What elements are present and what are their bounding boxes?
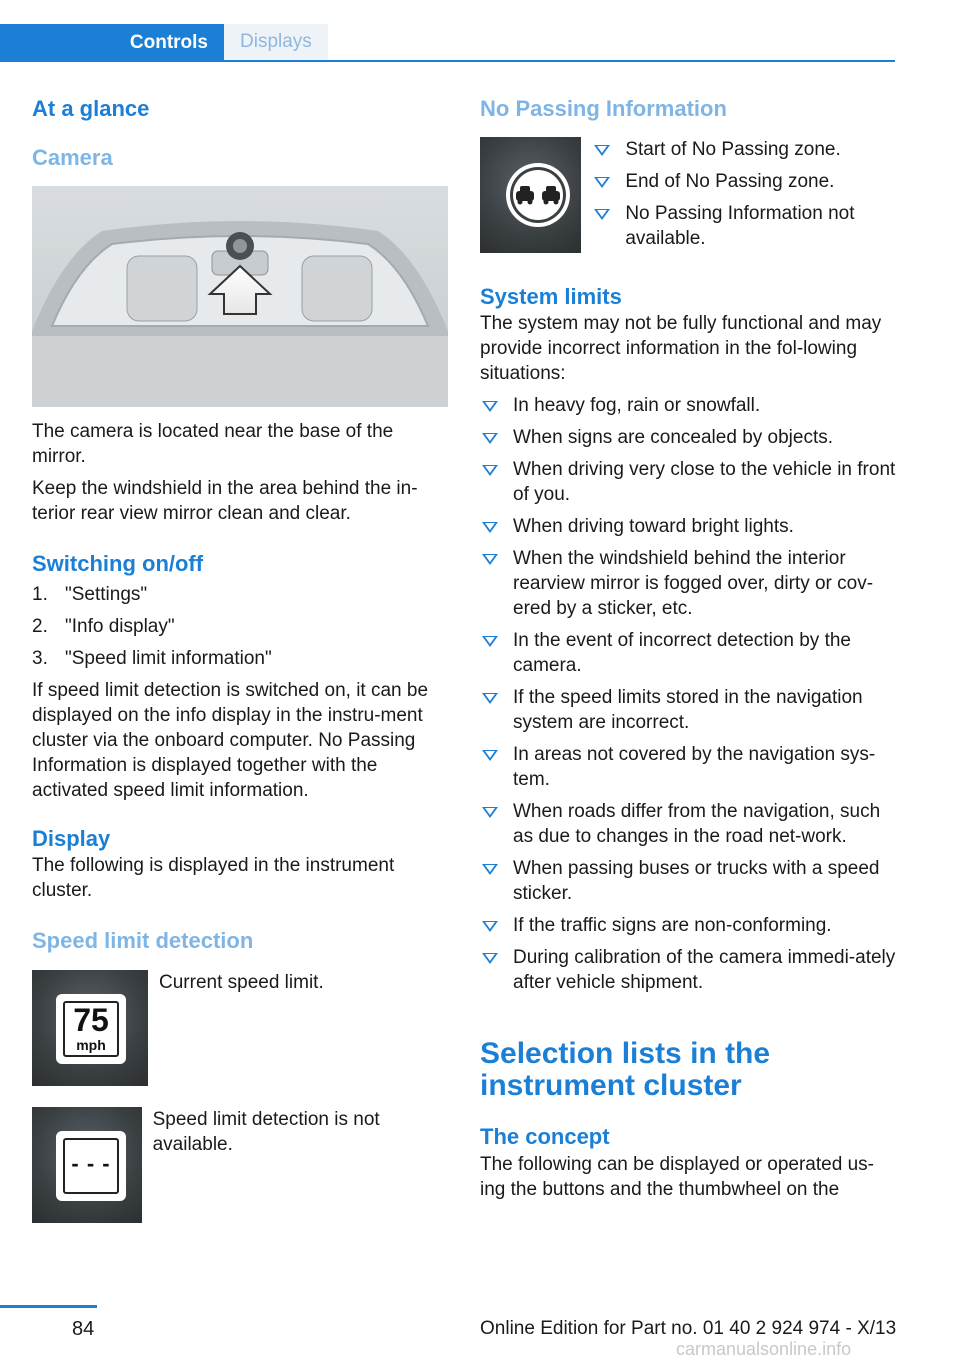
switching-steps-list <box>32 582 448 671</box>
bullet-triangle-icon <box>482 433 498 444</box>
list-item: If the speed limits stored in the navigation system are incorrect. <box>480 685 896 735</box>
list-item: If the traffic signs are non-conforming. <box>480 913 896 938</box>
edition-text: Online Edition for Part no. 01 40 2 924 974 - X/13 <box>480 1318 897 1339</box>
bullet-triangle-icon <box>482 953 498 964</box>
list-item: Start of No Passing zone. <box>592 137 896 162</box>
heading-display: Display <box>32 825 111 851</box>
speed-unavailable-text: Speed limit detection is not available. <box>152 1108 380 1155</box>
bullet-triangle-icon <box>482 554 498 565</box>
left-column <box>32 95 448 1223</box>
list-item: In the event of incorrect detection by the camera. <box>480 628 896 678</box>
list-item: No Passing Information not available. <box>592 201 896 251</box>
list-item: In areas not covered by the navigation sys‐tem. <box>480 742 896 792</box>
bullet-triangle-icon <box>482 522 498 533</box>
list-item: When driving very close to the vehicle in front of you. <box>480 457 896 507</box>
heading-system-limits: System limits <box>480 283 622 309</box>
bullet-triangle-icon <box>482 465 498 476</box>
display-description: The following is displayed in the instrument cluster. <box>32 855 395 902</box>
bullet-triangle-icon <box>482 401 498 412</box>
heading-switching-on-off: Switching on/off <box>32 551 204 577</box>
list-item: 2. "Info display" <box>32 615 175 637</box>
list-item: In heavy fog, rain or snowfall. <box>480 393 896 418</box>
bullet-triangle-icon <box>482 693 498 704</box>
speed-current-text: Current speed limit. <box>159 971 324 993</box>
header-rule <box>0 60 895 62</box>
bullet-triangle-icon <box>482 864 498 875</box>
bullet-triangle-icon <box>482 636 498 647</box>
list-item: When signs are concealed by objects. <box>480 425 896 450</box>
speed-limit-sign-icon: 75 mph <box>32 970 148 1086</box>
tab-displays[interactable]: Displays <box>224 24 328 60</box>
camera-windshield-text: Keep the windshield in the area behind the in‐terior rear view mirror clean and clear. <box>32 478 418 525</box>
tab-controls[interactable]: Controls <box>0 24 224 62</box>
heading-no-passing: No Passing Information <box>480 96 727 121</box>
bullet-triangle-icon <box>482 807 498 818</box>
right-column <box>480 95 896 1202</box>
camera-location-text: The camera is located near the base of the mirror. <box>32 421 394 468</box>
list-item: During calibration of the camera immedi‐ately after vehicle shipment. <box>480 945 896 995</box>
bullet-triangle-icon <box>594 177 610 188</box>
list-item: When roads differ from the navigation, such as due to changes in the road net‐work. <box>480 799 896 849</box>
system-limits-intro: The system may not be fully functional and may provide incorrect information in the fol‐lowing situations: <box>480 313 882 385</box>
heading-camera: Camera <box>32 144 113 170</box>
bullet-triangle-icon <box>594 209 610 220</box>
heading-speed-limit-detection: Speed limit detection <box>32 928 254 954</box>
page-number: 84 <box>72 1318 95 1340</box>
bullet-triangle-icon <box>594 145 610 156</box>
concept-description: The following can be displayed or operated us‐ing the buttons and the thumbwheel on the <box>480 1153 874 1200</box>
bullet-triangle-icon <box>482 921 498 932</box>
bullet-triangle-icon <box>482 750 498 761</box>
list-item: When the windshield behind the interior rearview mirror is fogged over, dirty or cov‐ered by a sticker, etc. <box>480 546 896 621</box>
heading-selection-lists: Selection lists in the instrument cluster <box>480 1037 771 1102</box>
list-item: End of No Passing zone. <box>592 169 896 194</box>
camera-illustration <box>32 186 448 407</box>
system-limits-list <box>480 393 896 995</box>
list-item: 3. "Speed limit information" <box>32 647 272 669</box>
switching-description: If speed limit detection is switched on, it can be displayed on the info display in the instru‐ment cluster via the onboard computer. No Passing Information is displayed together with the activated speed limit information. <box>32 679 429 801</box>
no-passing-icon <box>480 137 581 253</box>
speed-limit-unavailable-icon: - - - <box>32 1107 142 1223</box>
list-item: 1. "Settings" <box>32 583 148 605</box>
no-passing-list <box>592 137 896 251</box>
list-item: When driving toward bright lights. <box>480 514 896 539</box>
list-item: When passing buses or trucks with a speed sticker. <box>480 856 896 906</box>
header-tabs <box>0 24 895 62</box>
footer-rule <box>0 1305 97 1308</box>
heading-the-concept: The concept <box>480 1124 610 1150</box>
heading-at-a-glance: At a glance <box>32 96 150 121</box>
watermark: carmanualsonline.info <box>676 1339 852 1359</box>
